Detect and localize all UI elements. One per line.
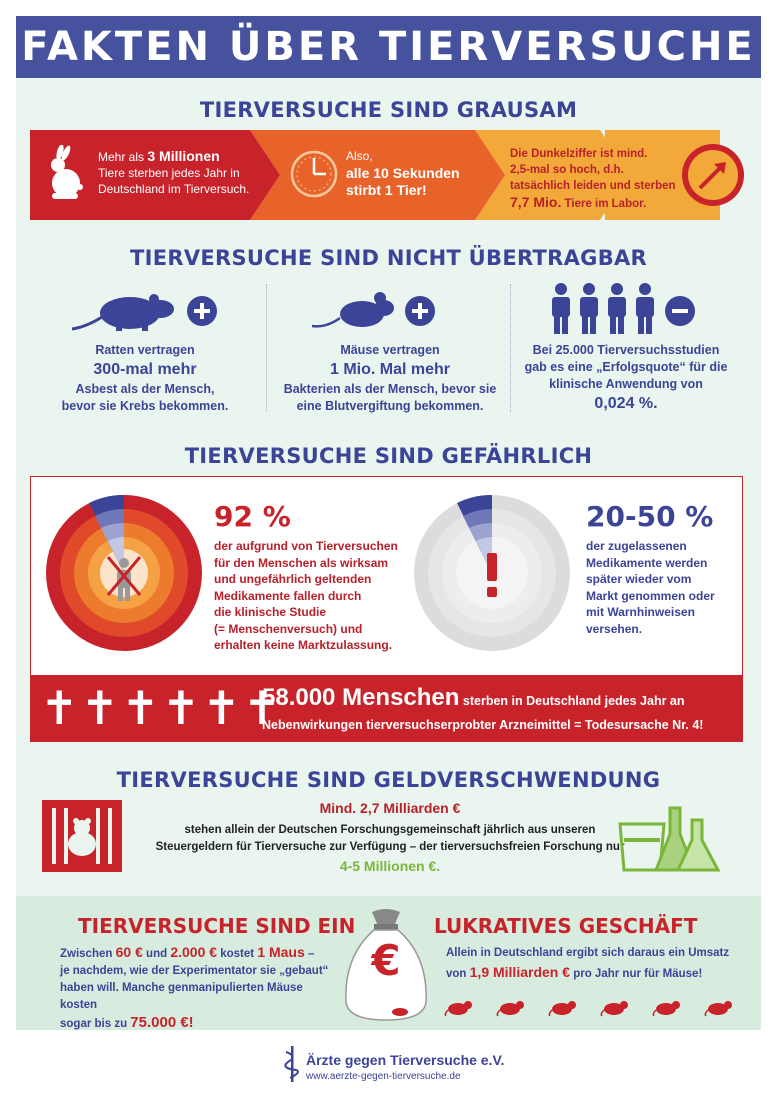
- mouse-price-text: Zwischen 60 € und 2.000 € kostet 1 Maus – je nachdem, wie der Experimentator sie „gebaut“ haben will. Manche genmanipulierten Mäuse kosten sogar bis zu 75.000 €!: [60, 944, 329, 1031]
- alternative-funding-amount: 4-5 Millionen €.: [339, 858, 441, 874]
- caged-rat-icon: [42, 800, 122, 872]
- failure-percentage: 92 %: [214, 500, 291, 533]
- organization-url[interactable]: www.aerzte-gegen-tierversuche.de: [306, 1071, 461, 1082]
- plus-icon: [186, 295, 218, 327]
- minus-icon: [664, 295, 696, 327]
- section-heading-uebertragbar: TIERVERSUCHE SIND NICHT ÜBERTRAGBAR: [129, 246, 648, 270]
- animals-per-year-text: Mehr als 3 Millionen Tiere sterben jedes Jahr in Deutschland im Tierversuch.: [98, 148, 250, 196]
- plus-icon: [404, 295, 436, 327]
- euro-symbol: €: [371, 936, 401, 985]
- section-heading-geschaeft-left: TIERVERSUCHE SIND EIN: [78, 914, 356, 938]
- rabbit-icon: [44, 145, 86, 203]
- people-icon: [548, 282, 660, 336]
- mouse-icon: [310, 288, 400, 332]
- organization-name: Ärzte gegen Tierversuche e.V.: [306, 1052, 505, 1068]
- withdrawn-description: der zugelassenen Medikamente werden später wieder vom Markt genommen oder mit Warnhinweisen versehen.: [586, 539, 715, 636]
- funding-amount: Mind. 2,7 Milliarden €: [319, 800, 461, 816]
- section-heading-grausam: TIERVERSUCHE SIND GRAUSAM: [199, 98, 578, 122]
- lab-flasks-icon: [618, 800, 722, 874]
- section-heading-gefaehrlich: TIERVERSUCHE SIND GEFÄHRLICH: [184, 444, 593, 468]
- staff-logo-icon: [282, 1044, 302, 1084]
- funding-description: stehen allein der Deutschen Forschungsgemeinschaft jährlich aus unseren Steuergeldern für Tierversuche zur Verfügung – der tierversuchsfreien Forschung nur: [155, 824, 625, 853]
- withdrawn-percentage: 20-50 %: [586, 500, 714, 533]
- column-divider: [266, 284, 267, 412]
- failed-drugs-target-icon: [46, 495, 202, 651]
- crosses-icon: ✝✝✝✝✝✝: [40, 681, 284, 735]
- every-ten-seconds-text: Also, alle 10 Sekunden stirbt 1 Tier!: [346, 149, 460, 198]
- column-divider: [510, 284, 511, 412]
- warning-target-icon: [414, 495, 570, 651]
- trend-arrow-icon: [680, 142, 746, 208]
- mice-text: Mäuse vertragen 1 Mio. Mal mehr Bakterien als der Mensch, bevor sie eine Blutvergiftung bekommen.: [283, 343, 497, 413]
- dark-figure-text: Die Dunkelziffer ist mind. 2,5-mal so hoch, d.h. tatsächlich leiden und sterben 7,7 Mio. Tiere im Labor.: [510, 148, 676, 210]
- revenue-text: Allein in Deutschland ergibt sich daraus ein Umsatz von 1,9 Milliarden € pro Jahr nur für Mäuse!: [446, 947, 730, 980]
- failure-description: der aufgrund von Tierversuchen für den Menschen als wirksam und ungefährlich geltenden Medikamente fallen durch die klinische Studie (= Menschenversuch) und erhalten keine Marktzulassung.: [214, 539, 398, 652]
- rat-icon: [68, 285, 180, 335]
- deaths-text: 58.000 Menschen sterben in Deutschland jedes Jahr an Nebenwirkungen tierversuchserprobter Arzneimittel = Todesursache Nr. 4!: [262, 684, 704, 732]
- mice-row-icon: [444, 996, 744, 1018]
- page-title: FAKTEN ÜBER TIERVERSUCHE: [16, 16, 761, 78]
- section-heading-geld: TIERVERSUCHE SIND GELDVERSCHWENDUNG: [116, 768, 661, 792]
- section-heading-geschaeft-right: LUKRATIVES GESCHÄFT: [434, 914, 698, 938]
- rats-text: Ratten vertragen 300-mal mehr Asbest als der Mensch, bevor sie Krebs bekommen.: [61, 343, 229, 413]
- studies-text: Bei 25.000 Tierversuchsstudien gab es eine „Erfolgsquote“ für die klinische Anwendung von 0,024 %.: [524, 343, 728, 412]
- clock-icon: [290, 150, 338, 198]
